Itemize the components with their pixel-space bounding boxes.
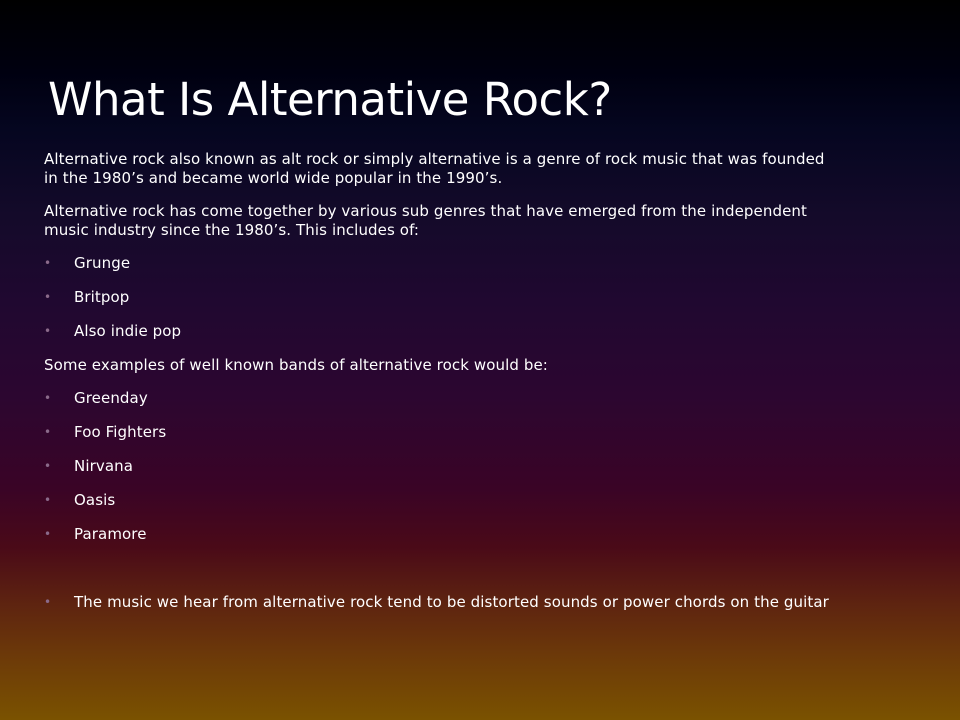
bullet-icon: • xyxy=(44,391,52,405)
closing-text: The music we hear from alternative rock tend to be distorted sounds or power chords on the guitar xyxy=(74,593,829,611)
subgenre-label: Grunge xyxy=(74,254,131,272)
bands-intro-paragraph: Some examples of well known bands of alternative rock would be: xyxy=(44,356,548,374)
list-item-subgenre xyxy=(44,288,834,307)
list-item-band xyxy=(44,491,834,510)
list-item-subgenre xyxy=(44,254,834,273)
band-label: Paramore xyxy=(74,525,147,543)
bullet-icon: • xyxy=(44,425,52,439)
band-label: Nirvana xyxy=(74,457,134,475)
subgenres-intro-paragraph: Alternative rock has come together by various sub genres that have emerged from the independent music industry since the 1980’s. This includes of: xyxy=(44,202,808,239)
bullet-icon: • xyxy=(44,256,52,270)
band-label: Oasis xyxy=(74,491,116,509)
list-item-subgenre xyxy=(44,322,834,341)
bullet-icon: • xyxy=(44,527,52,541)
bullet-icon: • xyxy=(44,290,52,304)
bullet-icon: • xyxy=(44,459,52,473)
list-item-band xyxy=(44,525,834,544)
list-item-closing xyxy=(44,593,834,612)
band-label: Greenday xyxy=(74,389,148,407)
spacer xyxy=(44,559,834,593)
intro-paragraph: Alternative rock also known as alt rock or simply alternative is a genre of rock music that was founded in the 1980’s and became world wide popular in the 1990’s. xyxy=(44,150,825,187)
slide-body xyxy=(44,150,834,627)
slide-title: What Is Alternative Rock? xyxy=(48,73,612,126)
subgenre-label: Britpop xyxy=(74,288,130,306)
list-item-band xyxy=(44,389,834,408)
bullet-icon: • xyxy=(44,324,52,338)
bullet-icon: • xyxy=(44,493,52,507)
bullet-icon: • xyxy=(44,595,52,609)
list-item-band xyxy=(44,457,834,476)
list-item-band xyxy=(44,423,834,442)
band-label: Foo Fighters xyxy=(74,423,167,441)
subgenre-label: Also indie pop xyxy=(74,322,182,340)
